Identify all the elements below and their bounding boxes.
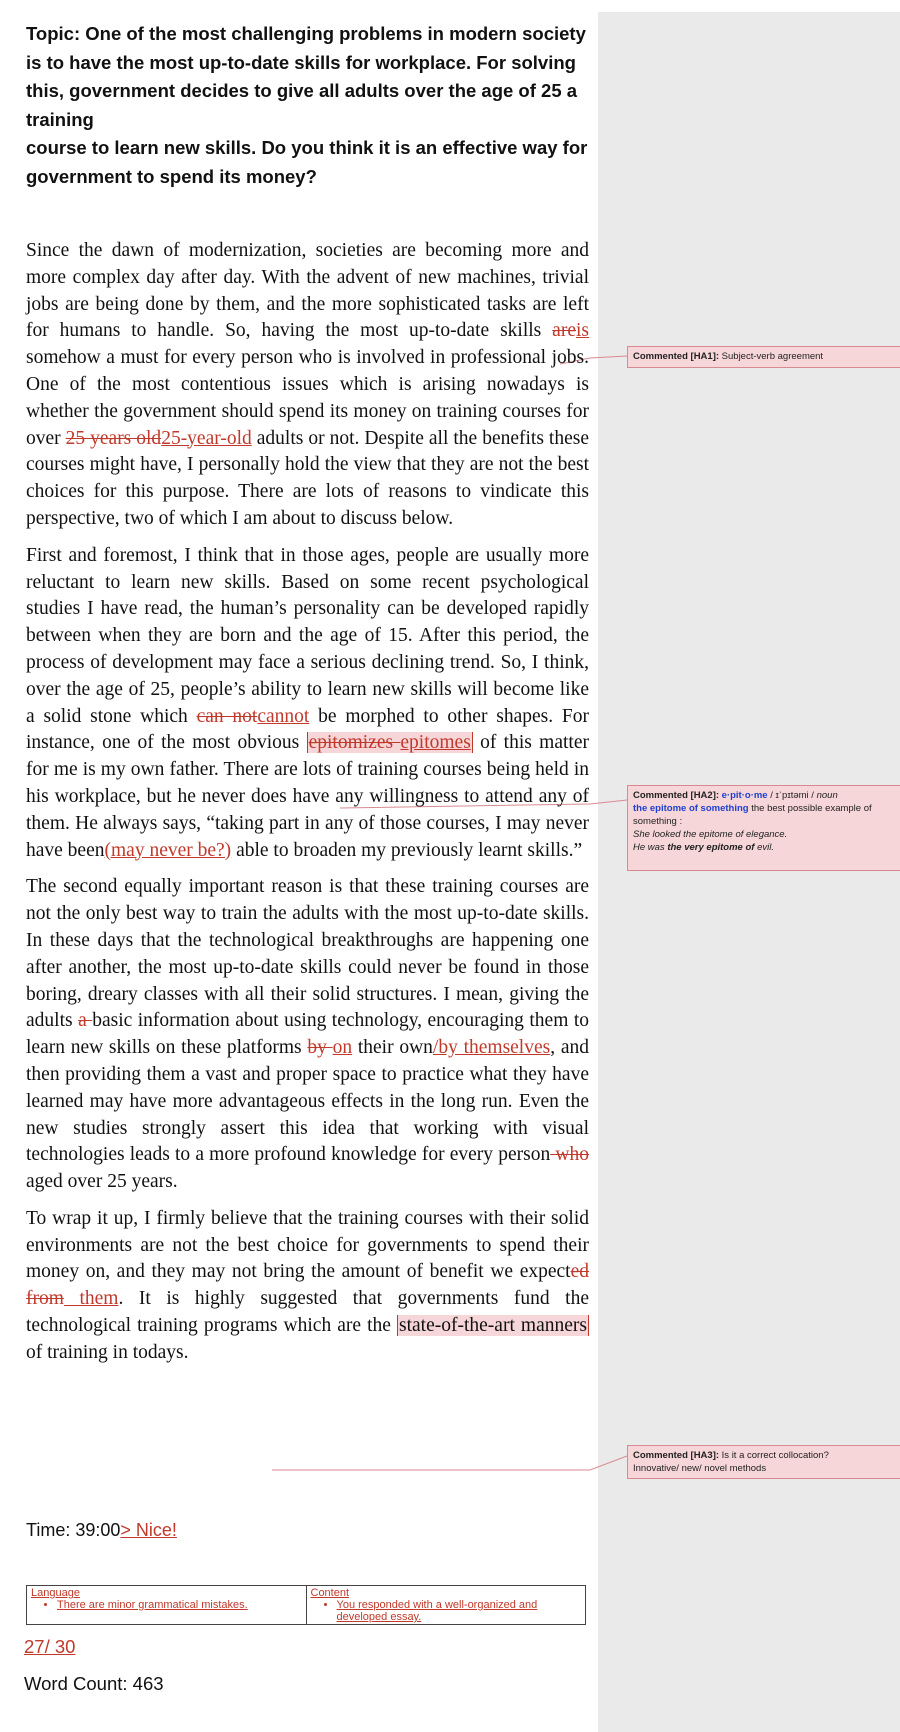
dictionary-example: She looked the epitome of elegance. xyxy=(633,829,788,840)
topic-line: Topic: One of the most challenging problems in modern society xyxy=(26,23,586,44)
essay-paragraph-body-2: The second equally important reason is that these training courses are not the only best way to train the adults with the most up-to-date skills. In these days that the technological breakthroughs are happening one after another, the most up-to-date skills could never be found in those boring, dreary classes with all their solid structures. I mean, giving the adults a basic information about using technology, encouraging them to learn new skills on these platforms by on their own/by themselves, and then providing them a vast and proper space to practice what they have learned may have more advantageous effects in the long run. Even the new studies strongly assert this idea that working with visual technologies leads to a more profound knowledge for every person who aged over 25 years. xyxy=(26,876,590,1193)
dictionary-definition: the best possible example of something : xyxy=(633,803,872,827)
commented-range-ha2[interactable] xyxy=(307,732,473,753)
grading-language-cell xyxy=(27,1586,307,1625)
comment-label: Commented [HA1]: xyxy=(633,351,720,362)
comment-label: Commented [HA3]: xyxy=(633,1450,720,1461)
time-spent: Time: 39:00> Nice! xyxy=(26,1520,177,1540)
tracked-insertion[interactable]: them xyxy=(63,1288,119,1310)
comment-ha3[interactable] xyxy=(627,1445,900,1479)
topic-line: training xyxy=(26,108,94,130)
tracked-deletion[interactable]: who xyxy=(550,1144,589,1166)
comment-label: Commented [HA2]: xyxy=(633,790,720,801)
topic-line: this, government decides to give all adults over the age of 25 a xyxy=(26,80,578,101)
tracked-insertion[interactable]: cannot xyxy=(257,705,310,727)
tracked-deletion[interactable]: by xyxy=(307,1037,333,1059)
tracked-deletion[interactable]: 25 years old xyxy=(65,427,162,449)
word-count: Word Count: 463 xyxy=(24,1673,164,1694)
grading-content-header: Content xyxy=(310,1587,350,1599)
comment-text: Subject-verb agreement xyxy=(721,351,824,362)
grading-language-note: • There are minor grammatical mistakes. xyxy=(57,1599,302,1611)
tracked-insertion[interactable]: /by themselves xyxy=(432,1037,551,1059)
grading-table xyxy=(26,1585,586,1625)
comment-ha1[interactable] xyxy=(627,346,900,368)
comment-connector-3 xyxy=(272,1456,627,1470)
tracked-deletion[interactable]: can not xyxy=(196,705,258,727)
time-feedback: > Nice! xyxy=(120,1520,177,1540)
comment-text: Innovative/ new/ novel methods xyxy=(633,1463,767,1474)
tracked-deletion[interactable]: epitomizes xyxy=(308,732,401,754)
dictionary-pronunciation: / ɪˈpɪtəmi / xyxy=(767,790,817,801)
topic-line: is to have the most up-to-date skills for workplace. For solving xyxy=(26,51,576,73)
commented-range-ha3[interactable]: state-of-the-art manners xyxy=(399,1315,587,1337)
grading-content-note: • You responded with a well-organized and developed essay. xyxy=(337,1599,582,1623)
dictionary-pos: noun xyxy=(816,790,838,801)
essay-paragraph-intro: Since the dawn of modernization, societies are becoming more and more complex day after day. With the advent of new machines, trivial jobs are being done by them, and the more sophisticated tasks are left for humans to handle. So, having the most up-to-date skills areis somehow a must for every person who is involved in professional jobs. One of the most contentious issues which is arising nowadays is whether the government should spend its money on training courses for over 25 years old25-year-old adults or not. Despite all the benefits these courses might have, I personally hold the view that they are not the best choices for this purpose. There are lots of reasons to vindicate this perspective, two of which I am about to discuss below. xyxy=(26,240,589,529)
essay-score: 27/ 30 xyxy=(24,1636,76,1657)
grading-language-header: Language xyxy=(31,1587,80,1599)
essay-paragraph-conclusion: To wrap it up, I firmly believe that the training courses with their solid environments are not the best choice for governments to spend their money on, and they may not bring the amount of benefit we expected from them. It is highly suggested that governments fund the technological training programs which are the state-of-the-art manners of training in todays. xyxy=(26,1207,589,1363)
dictionary-phrase: the epitome of something xyxy=(633,803,749,814)
dictionary-example: He was the very epitome of evil. xyxy=(633,842,774,853)
tracked-insertion[interactable]: (may never be?) xyxy=(104,839,232,861)
tracked-insertion[interactable]: epitomes xyxy=(400,732,471,754)
tracked-insertion[interactable]: on xyxy=(332,1037,353,1059)
dictionary-headword: e·pit·o·me xyxy=(721,790,768,801)
comment-text: Is it a correct collocation? xyxy=(721,1450,829,1461)
grading-content-cell xyxy=(306,1586,586,1625)
comment-ha2[interactable] xyxy=(627,785,900,871)
topic-line: government to spend its money? xyxy=(26,165,317,187)
essay-paragraph-body-1: First and foremost, I think that in those ages, people are usually more reluctant to learn new skills. Based on some recent psychological studies I have read, the human’s personality can be developed rapidly between when they are born and the age of 15. After this period, the process of development may face a serious declining trend. So, I think, over the age of 25, people’s ability to learn new skills will become like a solid stone which can notcannot be morphed to other shapes. For instance, one of the most obvious epitomizes epitomes of this matter for me is my own father. There are lots of training courses being held in his workplace, but he never does have any willingness to attend any of them. He always says, “taking part in any of those courses, I may never have been(may never be?) able to broaden my previously learnt skills.” xyxy=(26,544,589,861)
tracked-deletion[interactable]: are xyxy=(552,320,576,342)
tracked-insertion[interactable]: is xyxy=(575,320,589,342)
tracked-insertion[interactable]: 25-year-old xyxy=(161,427,252,449)
topic-line: course to learn new skills. Do you think it is an effective way for xyxy=(26,137,588,158)
tracked-deletion[interactable]: a xyxy=(78,1010,93,1032)
tracked-deletion[interactable]: ed from xyxy=(26,1261,589,1310)
essay-topic xyxy=(26,20,592,191)
essay-body xyxy=(26,238,589,1377)
